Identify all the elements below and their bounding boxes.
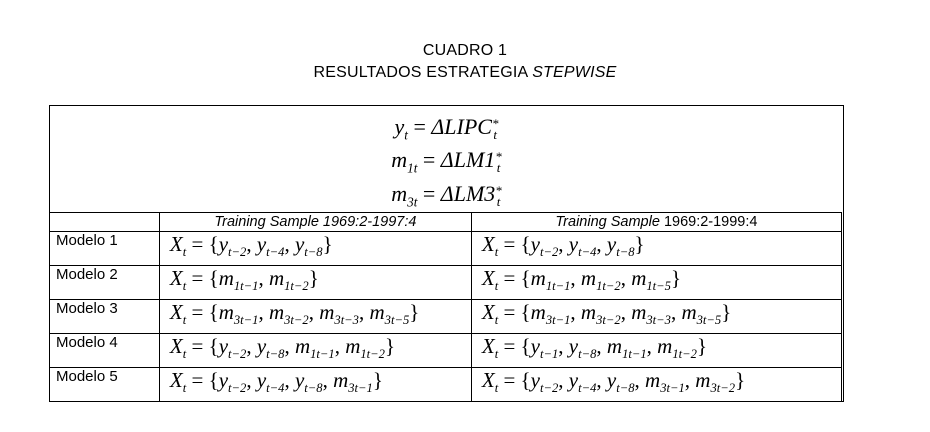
term-lag: t−2 [228,347,247,362]
term-separator: , [246,232,257,256]
subtitle-text: RESULTADOS ESTRATEGIA [313,64,533,81]
set-open: = { [186,334,219,358]
header-sample-2-range: 1969:2-1999:4 [663,214,758,230]
term-lag: 3t−1 [233,313,259,328]
set-close: } [735,368,746,392]
definition-lhs-sub: t [404,127,408,143]
definition-m3 [50,181,843,210]
set-lhs-sub: t [494,279,499,294]
term-lag: t−2 [539,381,559,396]
term-lag: 3t−1 [348,381,373,396]
set-lhs: X [169,300,183,324]
term-separator: , [634,368,646,392]
term-lag: 3t−5 [696,313,722,328]
term-lag: t−8 [616,245,635,260]
term-lag: 3t−3 [334,313,359,328]
term-variable: m [580,266,597,290]
definition-sup: * [495,148,502,164]
term-lag: t−1 [539,347,559,362]
term-separator: , [284,368,295,392]
set-lhs-sub: t [494,245,499,260]
term-variable: y [256,368,267,392]
set-close: } [308,266,319,290]
set-lhs: X [169,266,183,290]
term-variable: m [606,334,623,358]
term-separator: , [258,300,269,324]
term-lag: 3t−2 [596,313,621,328]
table-row [50,368,842,402]
equals-sign: = [417,147,441,172]
term-lag: 3t−2 [710,381,736,396]
term-variable: m [657,334,673,358]
term-variable: y [568,334,579,358]
term-variable: m [580,300,597,324]
term-separator: , [646,334,658,358]
term-variable: m [268,266,285,290]
term-variable: y [294,232,305,256]
set-close: } [670,266,682,290]
set-close: } [409,300,420,324]
term-separator: , [570,266,581,290]
term-lag: 1t−2 [672,347,697,362]
definition-sub: t [493,126,498,142]
term-separator: , [358,300,370,324]
set-lhs: X [169,368,183,392]
set-open: = { [186,368,219,392]
term-variable: y [568,368,579,392]
term-variable: m [631,300,647,324]
term-separator: , [258,266,269,290]
sample-1-set [159,334,471,368]
term-variable: y [530,368,540,392]
term-separator: , [596,368,607,392]
term-separator: , [670,300,682,324]
table-row [50,232,842,266]
set-close: } [721,300,732,324]
set-open: = { [186,232,219,256]
term-lag: t−4 [266,381,285,396]
term-separator: , [570,300,581,324]
table-subtitle [0,64,930,82]
set-open: = { [498,368,531,392]
set-close: } [696,334,708,358]
sample-1-set [159,300,471,334]
definition-sup: * [491,115,499,131]
table-row [50,300,842,334]
definition-rhs: ΔLM3 [440,181,496,206]
sample-1-set [159,266,471,300]
term-variable: y [530,232,540,256]
term-separator: , [284,334,295,358]
term-variable: m [530,266,546,290]
set-open: = { [498,266,531,290]
term-lag: t−8 [578,347,597,362]
term-lag: t−2 [539,245,559,260]
model-label: Modelo 1 [50,232,160,266]
term-variable: m [294,334,311,358]
term-separator: , [246,334,257,358]
definition-lhs: m [391,147,408,172]
term-variable: y [294,368,305,392]
term-lag: 3t−1 [545,313,571,328]
definition-rhs: ΔLM1 [440,147,496,172]
term-variable: m [218,266,234,290]
definition-scripts [495,148,502,175]
sample-2-set [471,334,841,368]
header-sample-2 [471,213,841,232]
term-lag: t−8 [304,381,323,396]
term-separator: , [596,334,607,358]
sample-2-set [471,232,841,266]
definition-formula [391,147,502,176]
term-lag: t−8 [266,347,285,362]
term-lag: 1t−2 [284,279,309,294]
term-variable: m [218,300,234,324]
term-separator: , [284,232,295,256]
term-variable: m [268,300,285,324]
term-separator: , [684,368,696,392]
term-variable: y [218,368,229,392]
set-lhs-sub: t [182,347,187,362]
term-lag: t−4 [578,245,597,260]
term-separator: , [620,266,632,290]
term-separator: , [558,232,569,256]
term-separator: , [246,368,257,392]
term-variable: m [345,334,361,358]
table-row [50,266,842,300]
header-sample-2-prefix: Training Sample [555,214,664,230]
term-variable: y [256,334,267,358]
results-table [49,212,842,402]
term-separator: , [596,232,607,256]
set-open: = { [498,232,531,256]
sample-2-set [471,300,841,334]
term-lag: 1t−2 [360,347,385,362]
term-variable: y [568,232,579,256]
term-variable: y [256,232,267,256]
definition-sub: t [496,159,501,175]
term-separator: , [620,300,632,324]
sample-1-set [159,232,471,266]
term-lag: t−8 [616,381,635,396]
definition-m1 [50,147,843,176]
set-lhs-sub: t [494,347,499,362]
header-sample-1: Training Sample 1969:2-1997:4 [159,213,471,232]
model-label: Modelo 3 [50,300,160,334]
definition-lhs: m [391,181,408,206]
set-lhs: X [481,334,495,358]
table-title: CUADRO 1 [422,42,508,59]
term-variable: y [530,334,540,358]
definition-scripts [491,115,499,142]
set-close: } [384,334,396,358]
term-lag: 1t−1 [310,347,335,362]
set-lhs-sub: t [494,381,499,396]
definition-rhs: ΔLIPC [431,114,492,139]
equals-sign: = [417,181,441,206]
term-lag: t−2 [228,245,247,260]
term-lag: 1t−1 [622,347,647,362]
model-label: Modelo 4 [50,334,160,368]
term-separator: , [558,334,569,358]
term-lag: 3t−3 [646,313,671,328]
set-open: = { [186,266,219,290]
table-row [50,334,842,368]
model-label: Modelo 2 [50,266,160,300]
subtitle-stepwise: STEPWISE [532,64,617,81]
definition-lhs: y [394,114,405,139]
set-lhs: X [169,334,183,358]
set-lhs: X [481,300,495,324]
results-table-box [49,105,844,402]
term-lag: 1t−1 [233,279,259,294]
term-variable: m [681,300,697,324]
set-lhs: X [481,232,495,256]
term-separator: , [308,300,320,324]
term-variable: m [631,266,647,290]
term-lag: t−2 [228,381,247,396]
definition-sub: t [496,193,501,209]
definition-y [50,114,843,143]
set-close: } [634,232,645,256]
set-open: = { [186,300,219,324]
term-lag: 3t−2 [284,313,309,328]
term-variable: m [333,368,349,392]
set-close: } [322,232,333,256]
term-separator: , [322,368,334,392]
term-lag: 3t−1 [660,381,685,396]
set-lhs: X [481,266,495,290]
definition-lhs-sub: 3t [407,194,418,210]
term-lag: 1t−1 [545,279,571,294]
term-variable: y [218,334,229,358]
sample-1-set [159,368,471,402]
term-separator: , [558,368,569,392]
term-lag: t−4 [578,381,597,396]
term-variable: m [369,300,385,324]
definition-formula [391,181,502,210]
set-lhs-sub: t [182,279,187,294]
definition-scripts [495,182,502,209]
term-variable: m [645,368,661,392]
model-label: Modelo 5 [50,368,160,402]
set-open: = { [498,300,531,324]
term-variable: y [606,368,617,392]
term-variable: m [530,300,546,324]
term-lag: 1t−2 [596,279,621,294]
set-lhs: X [169,232,183,256]
term-lag: 1t−5 [646,279,671,294]
term-lag: t−8 [304,245,323,260]
equals-sign: = [407,114,432,139]
header-row [50,213,842,232]
term-variable: y [218,232,229,256]
term-variable: y [606,232,617,256]
sample-2-set [471,368,841,402]
set-lhs-sub: t [494,313,499,328]
set-lhs-sub: t [182,381,187,396]
term-variable: m [695,368,711,392]
term-lag: 3t−5 [384,313,410,328]
term-variable: m [319,300,335,324]
term-separator: , [334,334,346,358]
definition-sup: * [495,182,502,198]
definition-formula [394,114,499,143]
definition-lhs-sub: 1t [407,160,418,176]
set-close: } [372,368,383,392]
term-lag: t−4 [266,245,285,260]
set-lhs-sub: t [182,245,187,260]
set-lhs-sub: t [182,313,187,328]
set-lhs: X [481,368,495,392]
set-open: = { [498,334,531,358]
header-empty-cell [50,213,160,232]
sample-2-set [471,266,841,300]
